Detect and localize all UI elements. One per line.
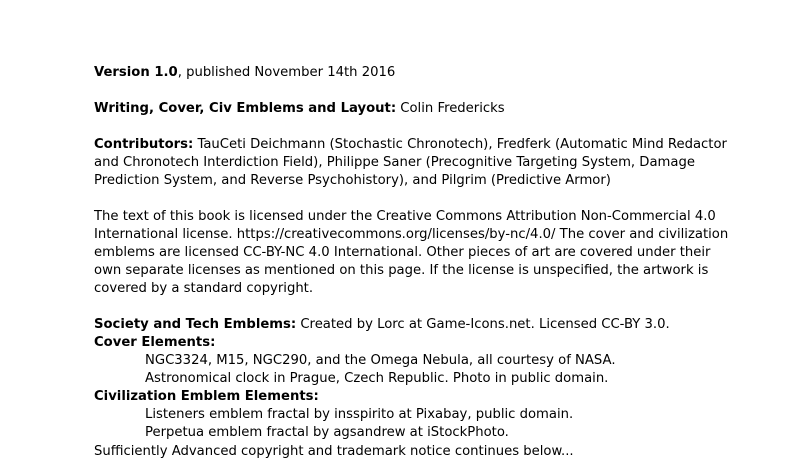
contributors-line-3: Prediction System, and Reverse Psychohistory), and Pilgrim (Predictive Armor) [94,173,611,188]
society-label: Society and Tech Emblems: [94,317,297,332]
cutoff-line-container [94,443,694,459]
version-line [94,64,674,82]
civ-elements-label: Civilization Emblem Elements: [94,389,319,404]
writing-label: Writing, Cover, Civ Emblems and Layout: [94,101,397,116]
cover-elements-label: Cover Elements: [94,335,216,350]
version-date: , published November 14th 2016 [177,65,396,80]
credits-page [94,64,729,460]
license-paragraph [94,208,729,298]
license-line-1: The text of this book is licensed under the Creative Commons Attribution Non-Commercial 4.0 [94,209,716,224]
society-value: Created by Lorc at Game-Icons.net. Licensed CC-BY 3.0. [296,317,670,332]
license-line-3: emblems are licensed CC-BY-NC 4.0 International. Other pieces of art are covered under their [94,245,711,260]
version-label: Version 1.0 [94,65,178,80]
cutoff-line: Sufficiently Advanced copyright and trademark notice continues below... [94,444,574,459]
license-line-5: covered by a standard copyright. [94,281,314,296]
contributors-credit [94,136,727,190]
art-credits [94,316,674,442]
license-line-2: International license. https://creativecommons.org/licenses/by-nc/4.0/ The cover and civilization [94,227,729,242]
cover-elements-heading [94,334,674,352]
writing-value: Colin Fredericks [396,101,505,116]
contributors-label: Contributors: [94,137,194,152]
society-credit [94,316,674,334]
writing-credit [94,100,674,118]
license-line-4: own separate licenses as mentioned on this page. If the license is unspecified, the artwork is [94,263,709,278]
cover-element-item: NGC3324, M15, NGC290, and the Omega Nebula, all courtesy of NASA. [145,353,616,368]
contributors-line-1 [94,136,727,154]
civ-elements-heading [94,388,674,406]
civ-element-item: Listeners emblem fractal by insspirito at Pixabay, public domain. [145,407,574,422]
contributors-line-2: and Chronotech Interdiction Field), Philippe Saner (Precognitive Targeting System, Damage [94,155,695,170]
civ-element-item: Perpetua emblem fractal by agsandrew at iStockPhoto. [145,425,509,440]
contributors-text-1: TauCeti Deichmann (Stochastic Chronotech), Fredferk (Automatic Mind Redactor [193,137,727,152]
cover-element-item: Astronomical clock in Prague, Czech Republic. Photo in public domain. [145,371,609,386]
